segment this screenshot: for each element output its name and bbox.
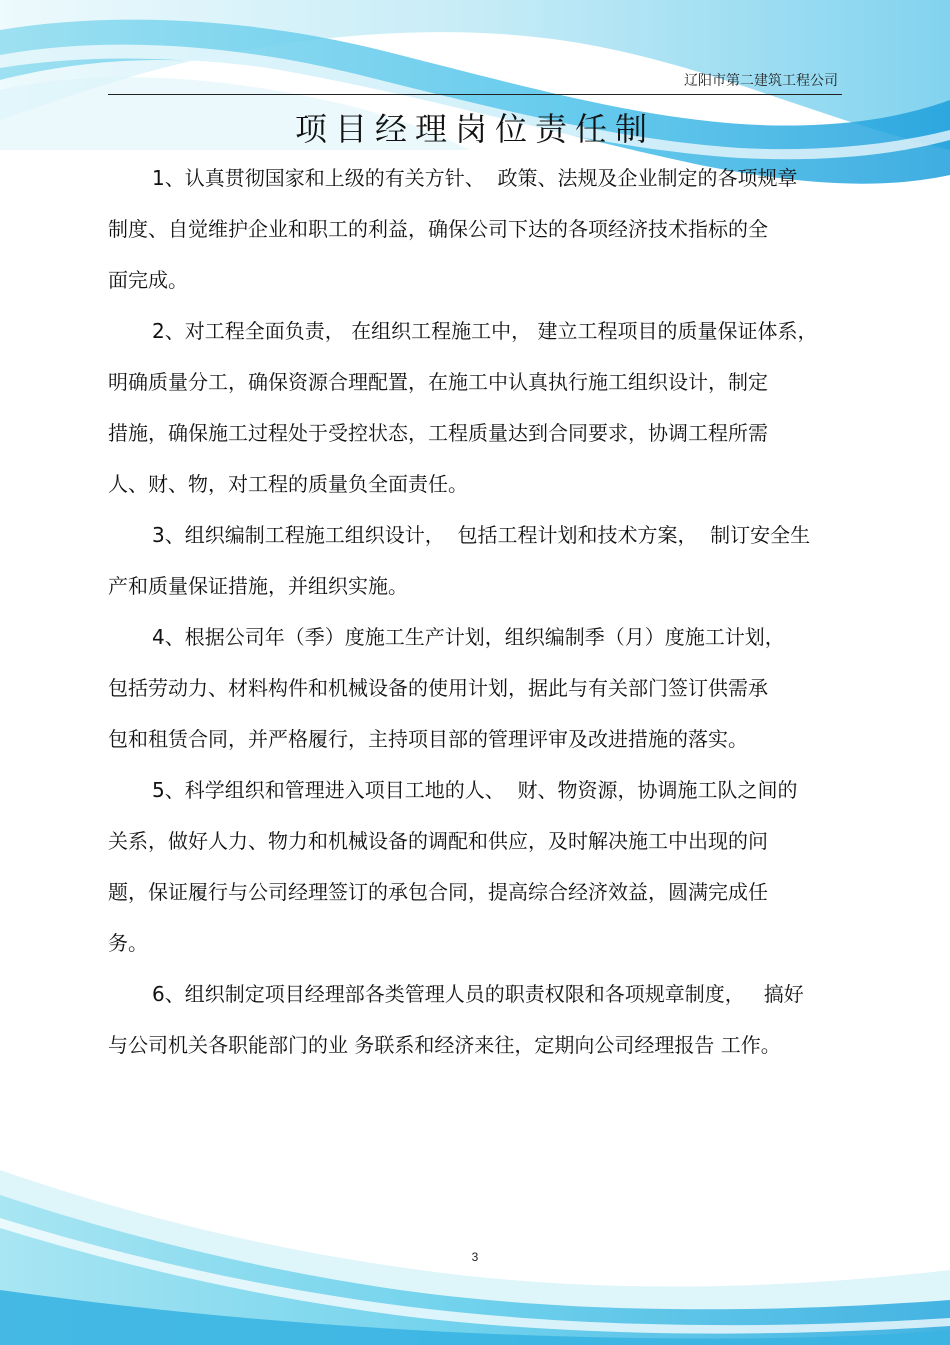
text-line: 措施，确保施工过程处于受控状态，工程质量达到合同要求，协调工程所需 xyxy=(108,421,768,445)
paragraph-2 xyxy=(108,306,843,510)
paragraph-1 xyxy=(108,153,843,306)
header-divider xyxy=(108,94,842,95)
text-line: 包括劳动力、材料构件和机械设备的使用计划，据此与有关部门签订供需承 xyxy=(108,676,768,700)
text-line: 1、认真贯彻国家和上级的有关方针、 政策、法规及企业制定的各项规章 xyxy=(152,166,798,190)
text-line: 人、财、物，对工程的质量负全面责任。 xyxy=(108,472,468,496)
text-line: 2、对工程全面负责， 在组织工程施工中， 建立工程项目的质量保证体系， xyxy=(152,319,818,343)
text-line: 产和质量保证措施，并组织实施。 xyxy=(108,574,408,598)
paragraph-4 xyxy=(108,612,843,765)
text-line: 6、组织制定项目经理部各类管理人员的职责权限和各项规章制度， 搞好 xyxy=(152,982,804,1006)
page-number: 3 xyxy=(471,1250,479,1264)
paragraph-5 xyxy=(108,765,843,969)
text-line: 5、科学组织和管理进入项目工地的人、 财、物资源，协调施工队之间的 xyxy=(152,778,798,802)
paragraph-3 xyxy=(108,510,843,612)
document-body xyxy=(108,153,843,1071)
document-title: 项目经理岗位责任制 xyxy=(294,110,655,148)
text-line: 与公司机关各职能部门的业 务联系和经济来往，定期向公司经理报告 工作。 xyxy=(108,1033,781,1057)
text-line: 面完成。 xyxy=(108,268,188,292)
text-line: 务。 xyxy=(108,931,148,955)
text-line: 3、组织编制工程施工组织设计， 包括工程计划和技术方案， 制订安全生 xyxy=(152,523,811,547)
paragraph-6 xyxy=(108,969,843,1071)
text-line: 题，保证履行与公司经理签订的承包合同，提高综合经济效益，圆满完成任 xyxy=(108,880,768,904)
text-line: 4、根据公司年（季）度施工生产计划，组织编制季（月）度施工计划， xyxy=(152,625,785,649)
text-line: 制度、自觉维护企业和职工的利益，确保公司下达的各项经济技术指标的全 xyxy=(108,217,768,241)
text-line: 明确质量分工，确保资源合理配置，在施工中认真执行施工组织设计，制定 xyxy=(108,370,768,394)
text-line: 包和租赁合同，并严格履行，主持项目部的管理评审及改进措施的落实。 xyxy=(108,727,748,751)
header-company-name: 辽阳市第二建筑工程公司 xyxy=(684,73,838,89)
text-line: 关系，做好人力、物力和机械设备的调配和供应，及时解决施工中出现的问 xyxy=(108,829,768,853)
